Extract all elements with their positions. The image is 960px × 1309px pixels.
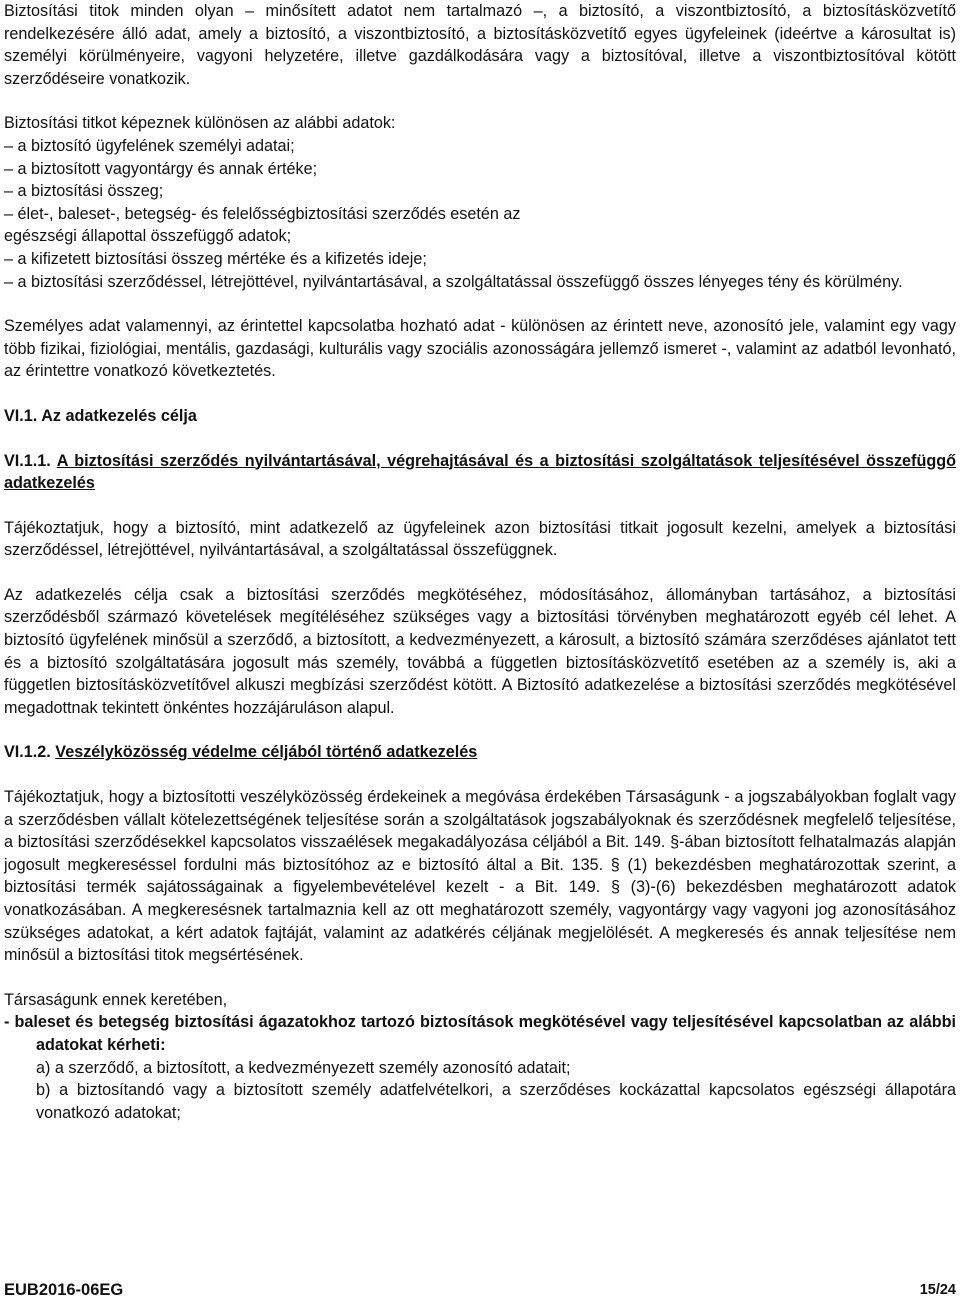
secret-data-list [4,135,956,293]
subsection-2-paragraph-1: Tájékoztatjuk, hogy a biztosítotti veszélyközösség érdekeinek a megóvása érdekében Társaságunk - a jogszabályokban foglalt vagy a szerződésben vállalt kötelezettségének teljesítése során a szolgáltatások jogszabályoknak és szerződésnek megfelelő teljesítése, a biztosítási szerződésekkel kapcsolatos visszaélések megakadályozása céljából a Bit. 149. §-ában biztosított felhatalmazás alapján jogosult megkereséssel fordulni más biztosítóhoz az e biztosító által a Bit. 135. § (1) bekezdésben meghatározottak szerint, a biztosítási termék sajátosságainak a figyelembevételével kezelt - a Bit. 149. § (3)-(6) bekezdésben meghatározott adatok vonatkozásában. A megkeresésnek tartalmaznia kell az ott meghatározott személy, vagyontárgy vagy vagyoni jog azonosításához szükséges adatokat, a kért adatok fajtáját, valamint az adatkérés céljának megjelölését. A megkeresés és annak teljesítése nem minősül a biztosítási titok megsértésének. [4,788,956,965]
subsection-heading-2 [4,741,956,764]
subsection-1-paragraph-2: Az adatkezelés célja csak a biztosítási szerződés megkötéséhez, módosításához, állományban tartásához, a biztosítási szerződésből származó követelések megítéléséhez szükséges vagy a biztosítási törvényben meghatározott egyéb cél lehet. A biztosító ügyfelének minősül a szerződő, a biztosított, a kedvezményezett, a károsult, a biztosító számára szerződéses ajánlatot tett és a biztosító szolgáltatására jogosult más személy, továbbá a független biztosításközvetítő esetében az a személy is, aki a független biztosításközvetítővel alkuszi megbízási szerződést kötött. A Biztosító adatkezelése a biztosítási szerződés megkötésével megadottnak tekintett önkéntes hozzájáruláson alapul. [4,585,956,717]
section-heading [4,405,956,428]
intro-paragraph-1: Biztosítási titok minden olyan – minősített adatot nem tartalmazó –, a biztosító, a viszontbiztosító, a biztosításközvetítő rendelkezésére álló adat, amely a biztosító, a viszontbiztosító, a biztosításközvetítő egyes ügyfeleinek (ideértve a károsultat is) személyi körülményeire, vagyoni helyzetére, illetve gazdálkodására vagy a biztosítóval, illetve a viszontbiztosítóval kötött szerződéseire vonatkozik. [4,2,956,88]
document-page [4,0,956,1124]
list-item: – a kifizetett biztosítási összeg mértéke és a kifizetés ideje; [4,249,427,268]
section-title: Az adatkezelés célja [41,406,197,425]
subsection-2-paragraph-2: Társaságunk ennek keretében, [4,990,228,1009]
list-item: – a biztosítási szerződéssel, létrejöttével, nyilvántartásával, a szolgáltatással összefüggő összes lényeges tény és körülmény. [4,272,903,291]
document-code: EUB2016-06EG [4,1281,124,1299]
subsection-title: Veszélyközösség védelme céljából történő adatkezelés [55,743,478,762]
list-item: – élet-, baleset-, betegség- és felelősségbiztosítási szerződés esetén az egészségi állapottal összefüggő adatok; [4,204,521,246]
page-footer [4,1279,956,1301]
section-number: VI.1. [4,406,38,425]
bold-list-item: - baleset és betegség biztosítási ágazatokhoz tartozó biztosítások megkötésével vagy teljesítésével kapcsolatban az alábbi adatokat kérheti: [4,1013,956,1054]
subsection-title: A biztosítási szerződés nyilvántartásával, végrehajtásával és a biztosítási szolgáltatások teljesítésével összefüggő adatkezelés [4,451,956,493]
list-item: a) a szerződő, a biztosított, a kedvezményezett személy azonosító adatait; [36,1058,571,1077]
list-item: – a biztosított vagyontárgy és annak értéke; [4,159,318,178]
page-number: 15/24 [919,1282,956,1298]
list-item: – a biztosítási összeg; [4,182,164,201]
requested-data-list [4,1057,956,1125]
list-intro: Biztosítási titkot képeznek különösen az alábbi adatok: [4,114,396,133]
subsection-heading-1 [4,450,956,495]
subsection-number: VI.1.1. [4,451,51,470]
list-item: b) a biztosítandó vagy a biztosított személy adatfelvételkori, a szerződéses kockázattal kapcsolatos egészségi állapotára vonatkozó adatokat; [36,1081,956,1122]
list-item: – a biztosító ügyfelének személyi adatai; [4,136,295,155]
subsection-number: VI.1.2. [4,743,51,762]
intro-paragraph-2: Személyes adat valamennyi, az érintettel kapcsolatba hozható adat - különösen az érintett neve, azonosító jele, valamint egy vagy több fizikai, fiziológiai, mentális, gazdasági, kulturális vagy szociális azonosságára jellemző ismeret -, valamint az adatból levonható, az érintettre vonatkozó következtetés. [4,317,956,381]
subsection-1-paragraph-1: Tájékoztatjuk, hogy a biztosító, mint adatkezelő az ügyfeleinek azon biztosítási titkait jogosult kezelni, amelyek a biztosítási szerződéssel, létrejöttével, nyilvántartásával, a szolgáltatással összefüggnek. [4,518,956,560]
